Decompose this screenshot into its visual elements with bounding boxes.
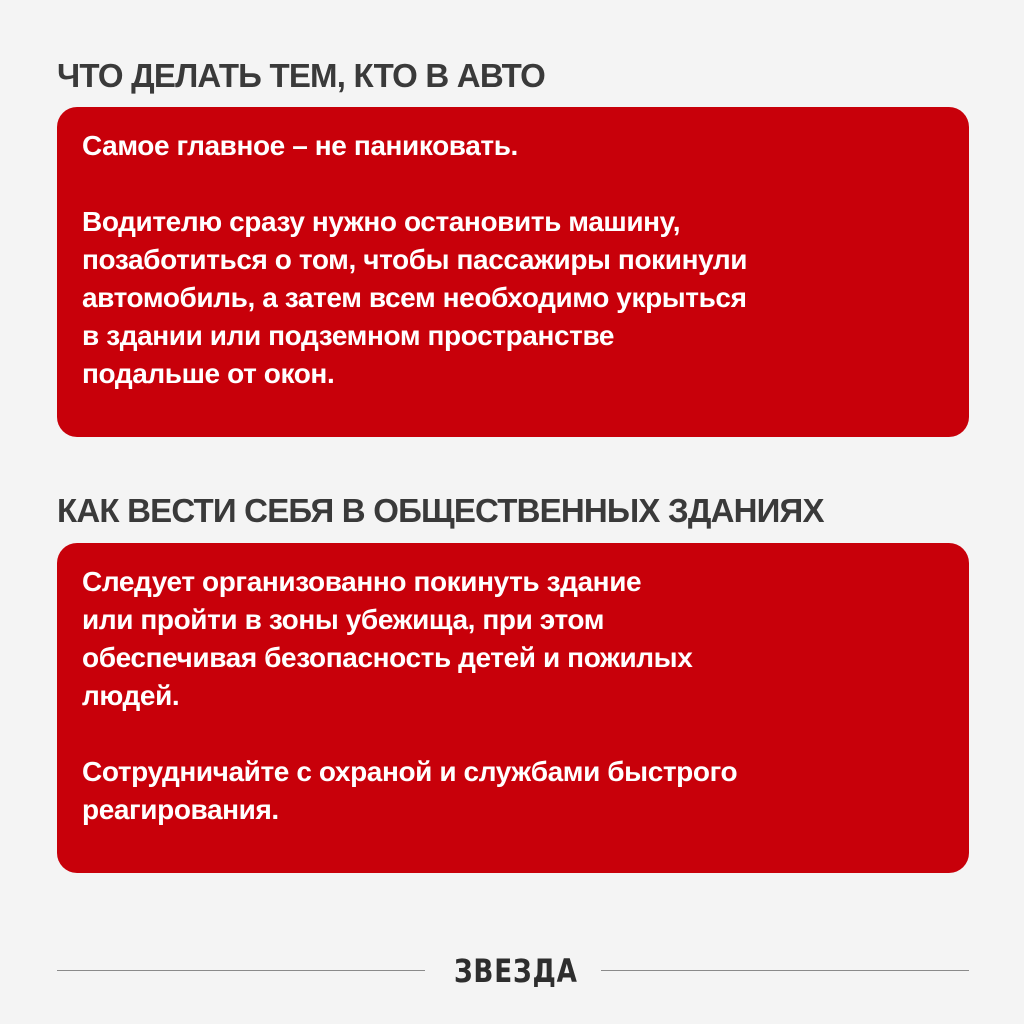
brand-logo: ЗВЕЗДА <box>453 952 578 990</box>
section-heading-car: ЧТО ДЕЛАТЬ ТЕМ, КТО В АВТО <box>57 57 546 94</box>
card-paragraph: Водителю сразу нужно остановить машину, позаботиться о том, чтобы пассажиры покинули автомобиль, а затем всем необходимо укрыться в здании или подземном пространстве подальше от окон. <box>82 206 748 389</box>
footer-divider-left <box>57 970 425 971</box>
info-card-car <box>57 107 969 437</box>
card-paragraph: Следует организованно покинуть здание или пройти в зоны убежища, при этом обеспечивая безопасность детей и пожилых людей. <box>82 566 693 711</box>
card-paragraph: Самое главное – не паниковать. <box>82 130 518 161</box>
section-heading-public-buildings: КАК ВЕСТИ СЕБЯ В ОБЩЕСТВЕННЫХ ЗДАНИЯХ <box>57 492 824 529</box>
footer-divider-right <box>601 970 969 971</box>
footer <box>57 950 969 992</box>
card-paragraph: Сотрудничайте с охраной и службами быстрого реагирования. <box>82 756 738 825</box>
info-card-public-buildings <box>57 543 969 873</box>
